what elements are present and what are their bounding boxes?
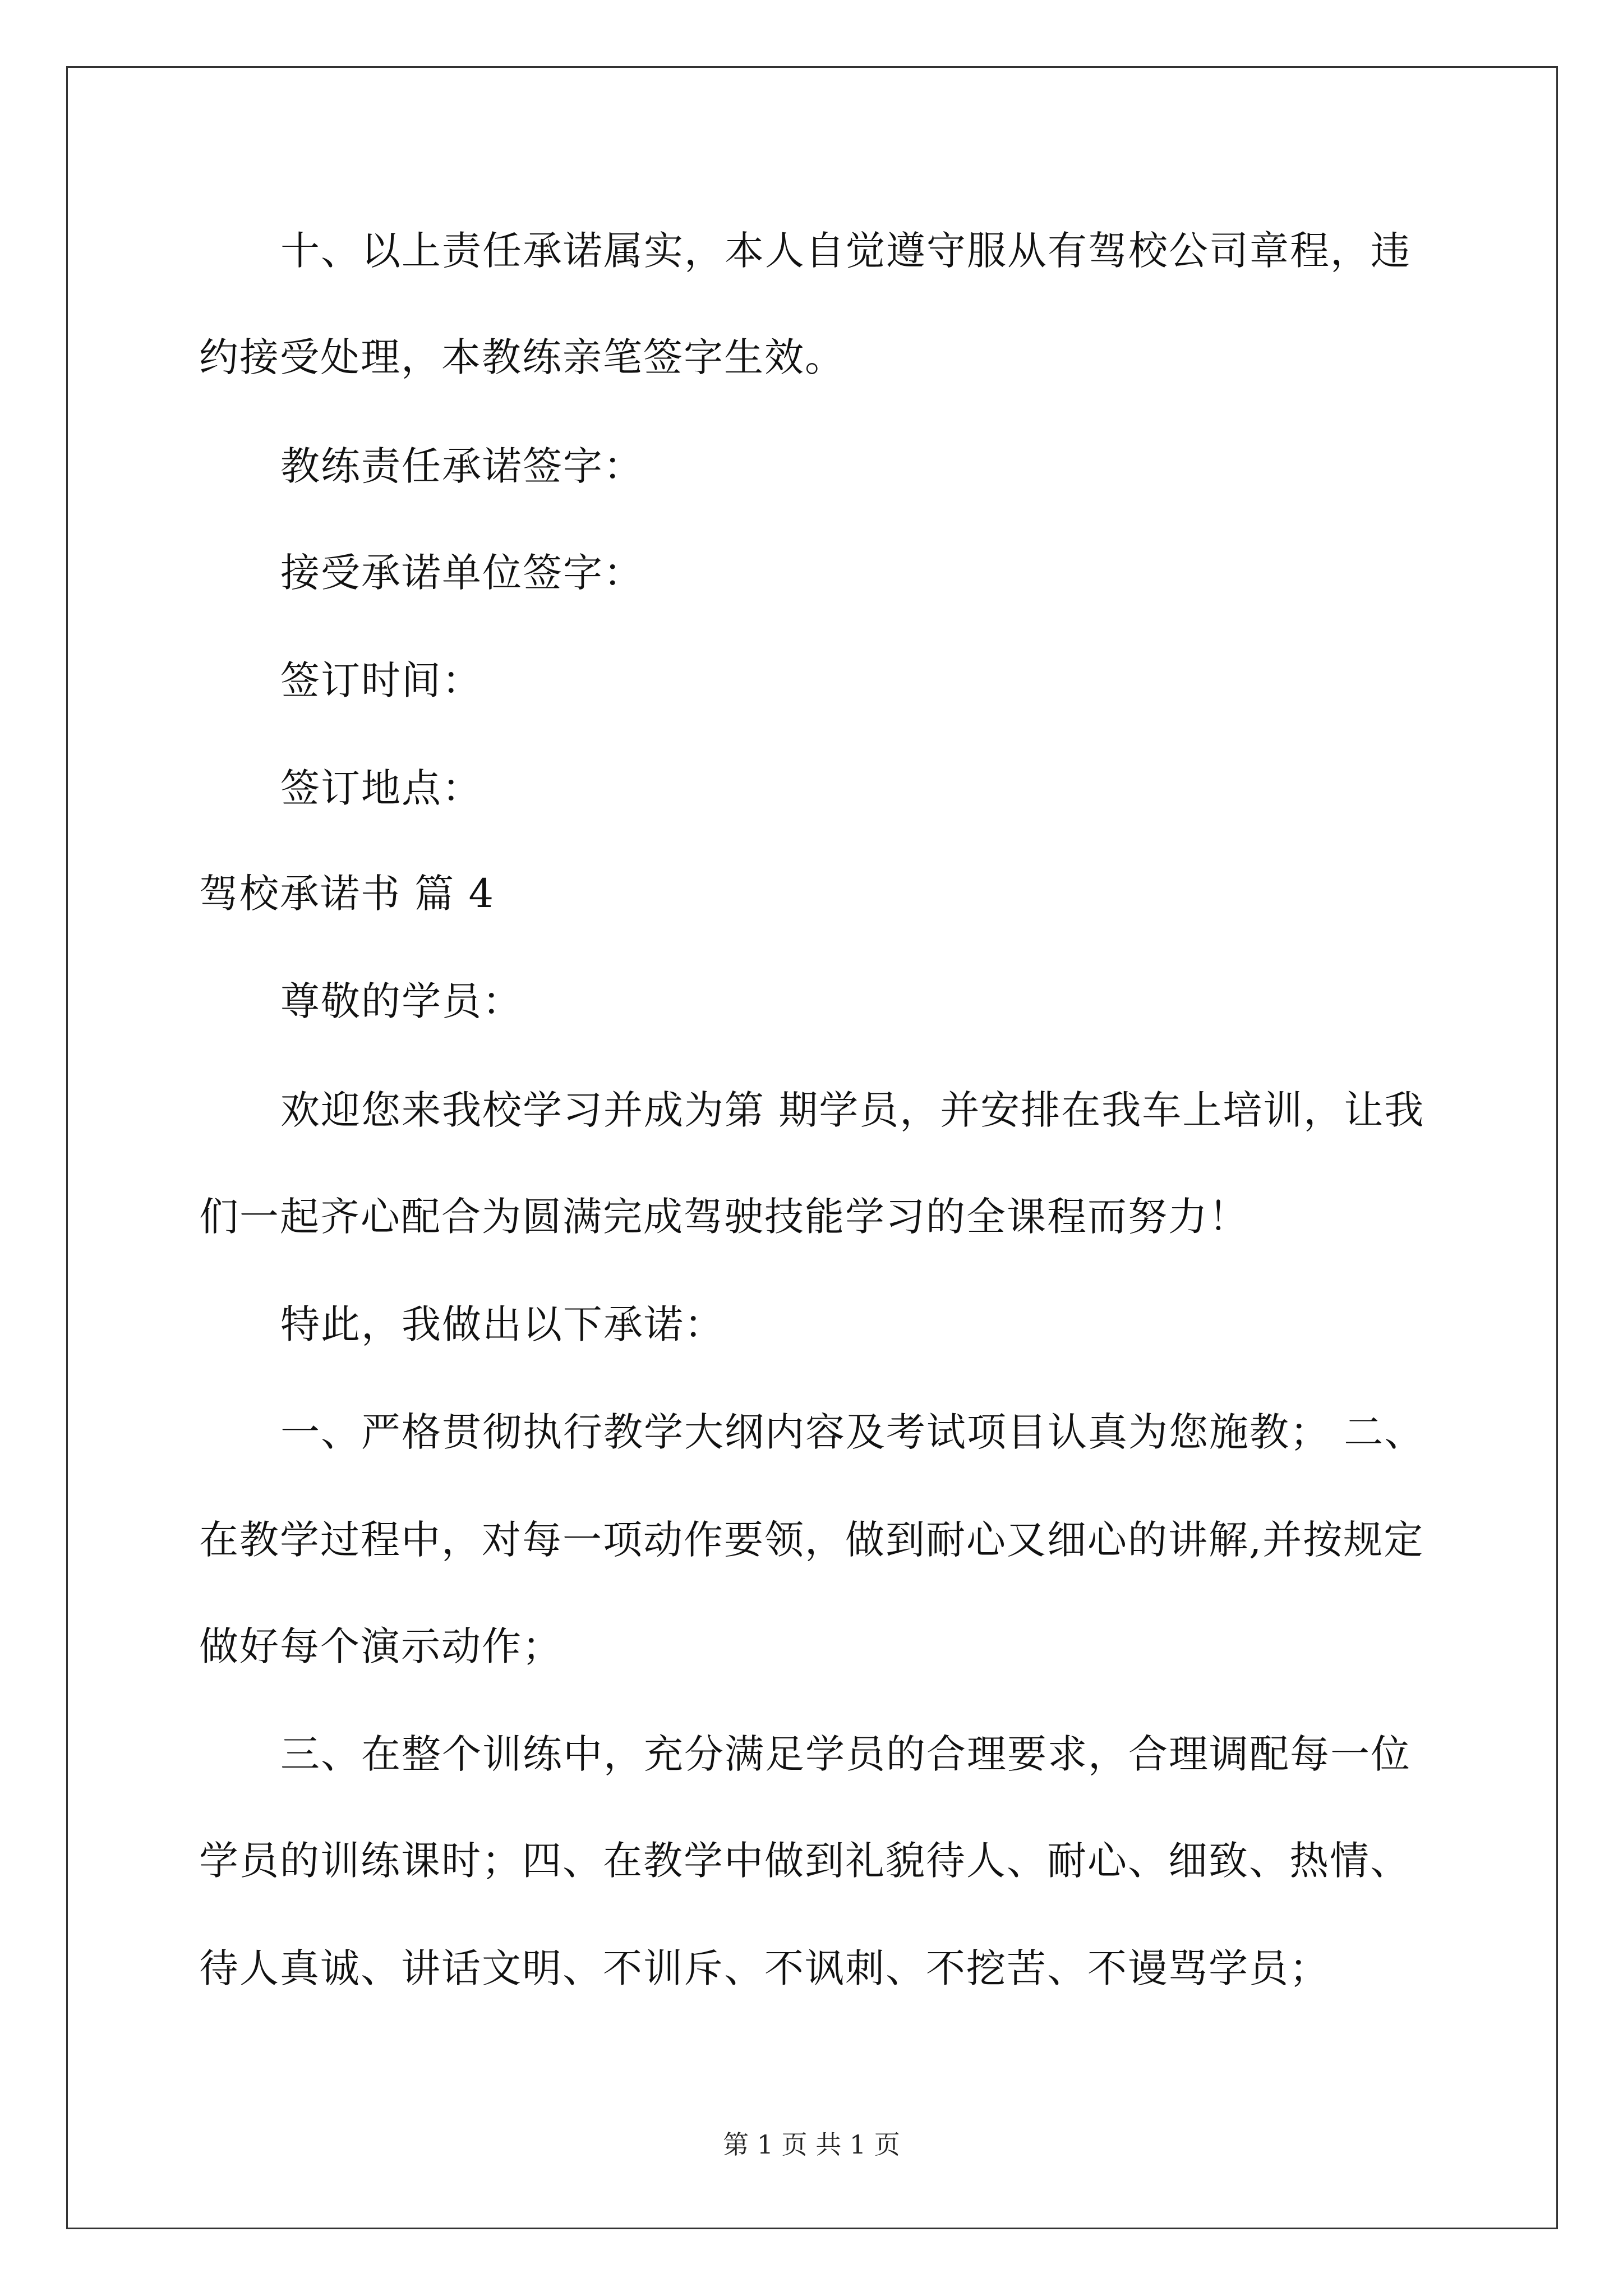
paragraph-line: 教练责任承诺签字： bbox=[280, 443, 644, 489]
paragraph-line: 学员的训练课时；四、在教学中做到礼貌待人、耐心、细致、热情、 bbox=[199, 1838, 1410, 1884]
paragraph-line: 在教学过程中，对每一项动作要领，做到耐心又细心的讲解,并按规定 bbox=[199, 1517, 1424, 1563]
paragraph-line: 十、以上责任承诺属实，本人自觉遵守服从有驾校公司章程，违 bbox=[280, 228, 1411, 274]
paragraph-line: 一、严格贯彻执行教学大纲内容及考试项目认真为您施教； 二、 bbox=[280, 1409, 1425, 1455]
paragraph-line: 做好每个演示动作； bbox=[199, 1623, 562, 1669]
page-footer: 第 1 页 共 1 页 bbox=[723, 2129, 900, 2160]
page-border bbox=[66, 66, 1558, 2229]
paragraph-line: 三、在整个训练中，充分满足学员的合理要求，合理调配每一位 bbox=[280, 1731, 1411, 1777]
paragraph-line: 约接受处理，本教练亲笔签字生效。 bbox=[199, 334, 845, 380]
paragraph-line: 签订时间： bbox=[280, 657, 482, 703]
paragraph-line: 欢迎您来我校学习并成为第 期学员，并安排在我车上培训，让我 bbox=[280, 1087, 1425, 1133]
paragraph-line: 待人真诚、讲话文明、不训斥、不讽刺、不挖苦、不谩骂学员； bbox=[199, 1945, 1330, 1991]
paragraph-line: 们一起齐心配合为圆满完成驾驶技能学习的全课程而努力！ bbox=[199, 1194, 1249, 1240]
paragraph-line: 特此，我做出以下承诺： bbox=[280, 1301, 725, 1347]
paragraph-line: 签订地点： bbox=[280, 765, 482, 811]
paragraph-line: 接受承诺单位签字： bbox=[280, 550, 644, 596]
section-heading: 驾校承诺书 篇 4 bbox=[199, 871, 495, 917]
paragraph-line: 尊敬的学员： bbox=[280, 978, 523, 1024]
